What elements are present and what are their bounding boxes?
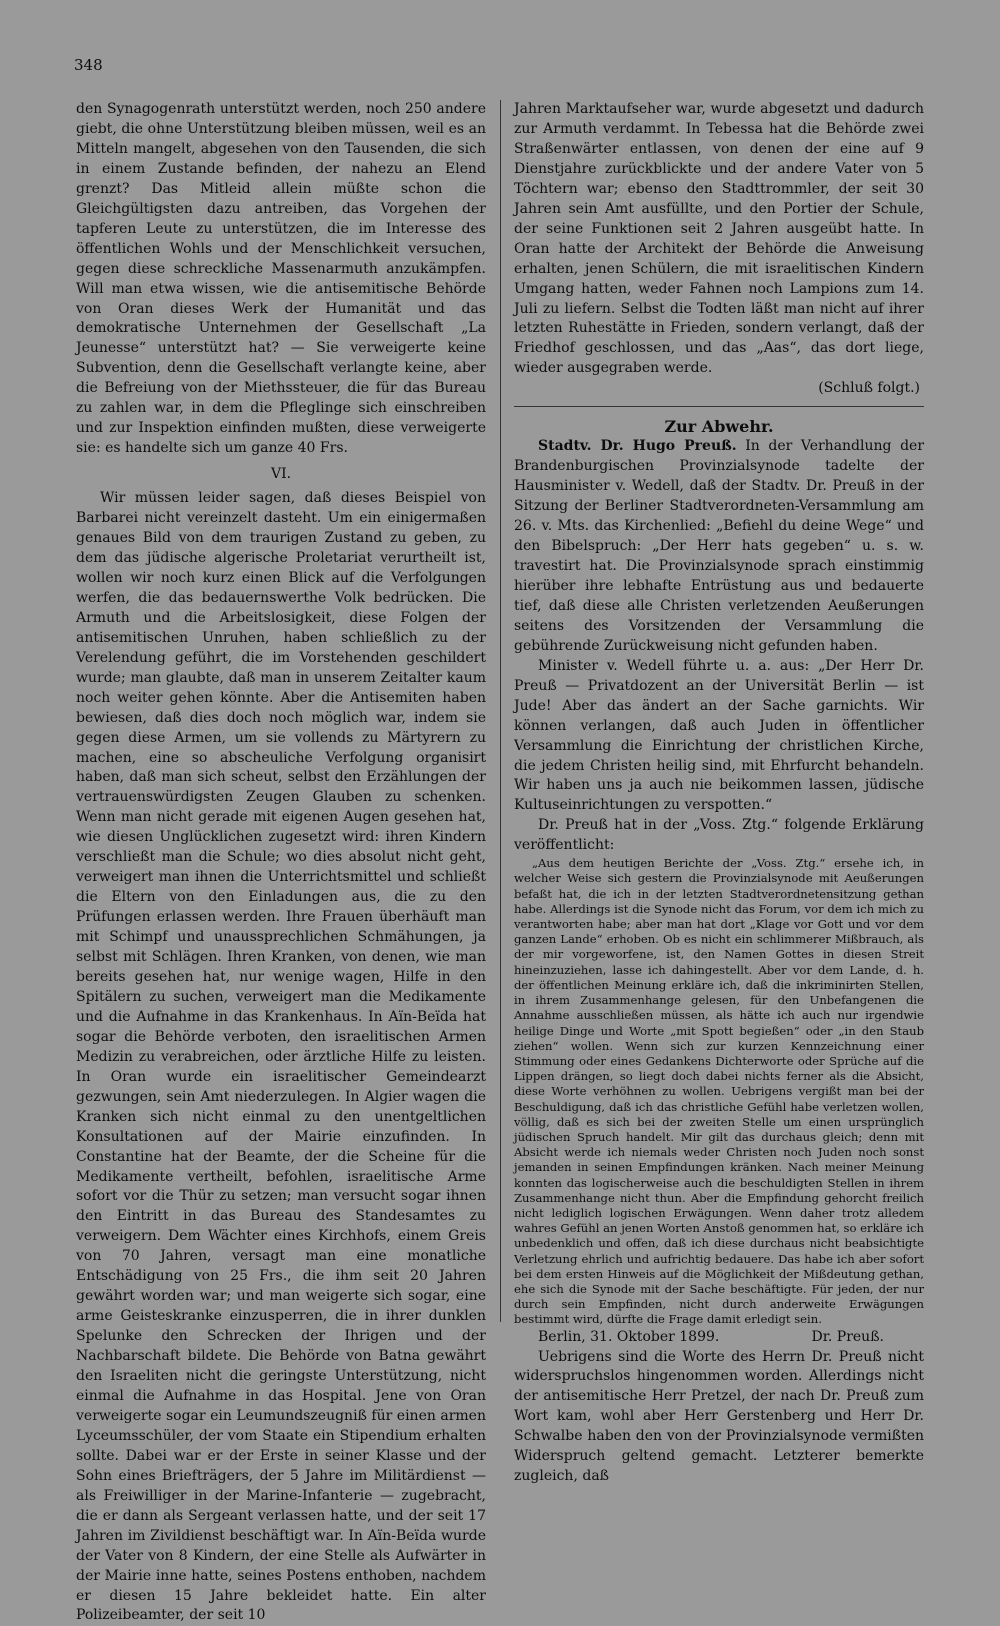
- section-heading: VI.: [270, 466, 292, 483]
- article-lead-text: In der Verhandlung der Brandenburgischen Provinzialsynode tadelte der Hausminister v. Wedell, daß der Stadtv. Dr. Preuß in der Sitzung der Berliner Stadtverordneten-Versammlung am 26. v. Mts. das Kirchenlied: „Befiehl du deine Wege“ und den Bibelspruch: „Der Herr hats gegeben“ u. s. w. travestirt hat. Die Provinzialsynode sprach einstimmig hierüber ihre lebhafte Entrüstung aus und bedauerte tief, daß diese alle Christen verletzenden Aeußerungen seitens des Vorsitzenden der Versammlung die gebührende Zurückweisung nicht gefunden haben.: [514, 438, 925, 654]
- right-paragraph-5: Uebrigens sind die Worte des Herrn Dr. Preuß nicht widerspruchslos hingenommen worden. Allerdings nicht der antisemitische Herr Pretzel, der nach Dr. Preuß zum Wort kam, wohl aber Herr Gerstenberg und Herr Dr. Schwalbe haben den von der Provinzialsynode vermißten Widerspruch geltend gemacht. Letzterer bemerkte zugleich, daß: [514, 1348, 924, 1485]
- signature-name: Dr. Preuß.: [811, 1328, 884, 1345]
- right-paragraph-4: Dr. Preuß hat in der „Voss. Ztg.“ folgende Erklärung veröffentlicht:: [514, 817, 924, 854]
- signature-line: [514, 1328, 924, 1348]
- right-paragraph-1: Jahren Marktaufseher war, wurde abgesetzt und dadurch zur Armuth verdammt. In Tebessa hat die Behörde zwei Straßenwärter entlassen, von denen der eine auf 9 Dienstjahre zurückblickte und der andere Vater von 5 Töchtern war; ebenso den Stadttrommler, der seit 30 Jahren sein Amt ausfüllte, und den Portier der Schule, der seine Funktionen seit 2 Jahren ausgeübt hatte. In Oran hatte der Architekt der Behörde die Anweisung erhalten, jenen Schülern, die mit israelitischen Kindern Umgang hatten, weder Fahnen noch Lampions zum 14. Juli zu liefern. Selbst die Todten läßt man nicht auf ihrer letzten Ruhestätte in Frieden, sondern verlangt, daß der Friedhof geschlossen, und das „Aas“, das dort liege, wieder ausgegraben werde.: [514, 101, 924, 377]
- right-paragraph-2: [514, 437, 924, 656]
- continuation-note: (Schluß folgt.): [818, 380, 920, 397]
- section-rule: [514, 406, 924, 407]
- left-paragraph-2: Wir müssen leider sagen, daß dieses Beispiel von Barbarei nicht vereinzelt dasteht. Um ein einigermaßen genaues Bild von dem traurigen Zustand zu geben, zu dem das jüdische algerische Proletariat verurtheilt ist, wollen wir noch kurz einen Blick auf die Verfolgungen werfen, die das bedauernswerthe Volk bedrücken. Die Armuth und die Arbeitslosigkeit, diese Folgen der antisemitischen Unruhen, haben schließlich zu der Verelendung geführt, die im Vorstehenden geschildert wurde; man glaubte, daß man in unserem Zeitalter kaum noch weiter gehen könnte. Aber die Antisemiten haben bewiesen, daß dies doch noch möglich war, indem sie gegen diese Armen, um sie vollends zu Märtyrern zu machen, eine so abscheuliche Verfolgung organisirt haben, daß man sich scheut, selbst den Erzählungen der vertrauenswürdigsten Zeugen Glauben zu schenken. Wenn man nicht gerade mit eigenen Augen gesehen hat, wie diesen Unglücklichen zugesetzt wird: ihren Kindern verschließt man die Schule; wo dies absolut nicht geht, verweigert man ihnen die Unterrichtsmittel und schließt die Eltern von den Einladungen aus, die zu den Prüfungen erlassen werden. Ihre Frauen überhäuft man mit Schimpf und unaussprechlichen Schmähungen, ja selbst mit Schlägen. Ihren Kranken, von denen, wie man bereits gesehen hat, nur wenige wagen, Hilfe in den Spitälern zu suchen, verweigert man die Medikamente und die Aufnahme in das Krankenhaus. In Aïn-Beïda hat sogar die Behörde verboten, den israelitischen Armen Medizin zu verabreichen, oder ärztliche Hilfe zu leisten. In Oran wurde ein israelitischer Gemeindearzt gezwungen, sein Amt niederzulegen. In Algier wagen die Kranken sich nicht einmal zu den unentgeltlichen Konsultationen auf der Mairie einzufinden. In Constantine hat der Beamte, der die Scheine für die Medikamente vertheilt, befohlen, israelitische Arme sofort vor die Thür zu setzen; man versucht sogar ihnen den Eintritt in das Bureau des Standesamtes zu verweigern. Dem Wächter eines Kirchhofs, einem Greis von 70 Jahren, versagt man eine monatliche Entschädigung von 25 Frs., die ihm seit 20 Jahren gewährt worden war; und man weigerte sich sogar, eine arme Geisteskranke einzusperren, die in ihrer dunklen Spelunke den Schrecken der Ihrigen und der Nachbarschaft bildete. Die Behörde von Batna gewährt den Israeliten nicht die geringste Unterstützung, nicht einmal die Aufnahme in das Hospital. Jene von Oran verweigerte sogar ein Leumundszeugniß für einen armen Lyceumsschüler, der vom Staate ein Stipendium erhalten sollte. Dabei war er der Erste in seiner Klasse und der Sohn eines Briefträgers, der 5 Jahre im Militärdienst — als Freiwilliger in der Marine-Infanterie — zugebracht, die er dann als Sergeant verlassen hatte, und der seit 17 Jahren im Zivildienst beschäftigt war. In Aïn-Beïda wurde der Vater von 8 Kindern, der eine Stelle als Aufwärter in der Mairie inne hatte, seines Postens enthoben, nachdem er diesen 15 Jahre bekleidet hatte. Ein alter Polizeibeamter, der seit 10: [76, 490, 486, 1624]
- article-heading: Zur Abwehr.: [664, 417, 774, 437]
- page-number: 348: [74, 56, 103, 74]
- article-lead: Stadtv. Dr. Hugo Preuß.: [538, 438, 737, 455]
- right-column: [514, 100, 924, 1487]
- left-paragraph-1: den Synagogenrath unterstützt werden, noch 250 andere giebt, die ohne Unterstützung bleiben müssen, weil es an Mitteln mangelt, abgesehen von den Tausenden, die sich in einem Zustande befinden, der nahezu an Elend grenzt? Das Mitleid allein müßte schon die Gleichgültigsten dazu antreiben, das Vorgehen der tapferen Leute zu unterstützen, die im Interesse des öffentlichen Wohls und der Menschlichkeit versuchen, gegen diese schreckliche Massenarmuth anzukämpfen. Will man etwa wissen, wie die antisemitische Behörde von Oran dieses Werk der Humanität und das demokratische Unternehmen der Gesellschaft „La Jeunesse“ unterstützt hat? — Sie verweigerte keine Subvention, denn die Gesellschaft verlangte keine, aber die Befreiung von der Miethssteuer, die für das Bureau zu zahlen war, in dem die Pfleglinge sich einschreiben und zur Inspektion einfinden mußten, diese verweigerte sie: es handelte sich um ganze 40 Frs.: [76, 101, 486, 457]
- quoted-declaration: [514, 856, 924, 1327]
- quote-text: „Aus dem heutigen Berichte der „Voss. Ztg.“ ersehe ich, in welcher Weise sich gestern die Provinzialsynode mit Aeußerungen befaßt hat, die ich in der letzten Stadtverordnetensitzung gethan habe. Allerdings ist die Synode nicht das Forum, vor dem ich mich zu verantworten habe; aber man hat dort „Klage vor Gott und vor dem ganzen Lande“ erhoben. Ob es nicht ein schlimmerer Mißbrauch, als der mir vorgeworfene, ist, den Namen Gottes in diesen Streit hineinzuziehen, lasse ich dahingestellt. Aber vor dem Lande, d. h. der öffentlichen Meinung erkläre ich, daß die inkriminirten Stellen, in ihrem Zusammenhange gelesen, für den Unbefangenen die Annahme ausschließen müssen, als hätte ich auch nur irgendwie heilige Dinge und Worte „mit Spott begießen“ oder „in den Staub ziehen“ wollen. Wenn sich zur kurzen Kennzeichnung einer Stimmung oder eines Gedankens Dichterworte oder Sprüche auf die Lippen drängen, so liegt doch dabei nichts ferner als die Absicht, diese Worte verhöhnen zu wollen. Uebrigens vergißt man bei der Beschuldigung, daß ich das christliche Gefühl habe verletzen wollen, völlig, daß es sich bei der zweiten Stelle um einen ursprünglich jüdischen Spruch handelt. Mir gilt das durchaus gleich; denn mit Absicht werde ich niemals weder Christen noch Juden noch sonst jemanden in seinen Empfindungen kränken. Nach meiner Meinung konnten das logischerweise auch die beschuldigten Stellen in ihrem Zusammenhange nicht thun. Aber die Empfindung gehorcht freilich nicht lediglich logischen Erwägungen. Wenn daher trotz alledem wahres Gefühl an jenen Worten Anstoß genommen hat, so erkläre ich unbedenklich und offen, daß ich diese durchaus nicht beabsichtigte Verletzung ehrlich und aufrichtig bedauere. Das habe ich aber sofort bei dem ersten Hinweis auf die Möglichkeit der Mißdeutung gethan, ehe sich die Synode mit der Sache beschäftigte. Für jeden, der nur durch sein Empfinden, nicht durch anderweite Erwägungen bestimmt wird, dürfte die Frage damit erledigt sein.: [514, 856, 924, 1327]
- column-divider: [500, 100, 501, 1322]
- right-paragraph-3: Minister v. Wedell führte u. a. aus: „Der Herr Dr. Preuß — Privatdozent an der Universität Berlin — ist Jude! Aber das ändert an der Sache garnichts. Wir können verlangen, daß auch Juden in öffentlicher Versammlung die Einrichtung der christlichen Kirche, die jedem Christen heilig sind, mit Ehrfurcht behandeln. Wir haben uns ja auch nie beikommen lassen, jüdische Kultuseinrichtungen zu verspotten.“: [514, 657, 924, 814]
- signature-place-date: Berlin, 31. Oktober 1899.: [538, 1328, 720, 1345]
- left-column: [76, 100, 486, 1626]
